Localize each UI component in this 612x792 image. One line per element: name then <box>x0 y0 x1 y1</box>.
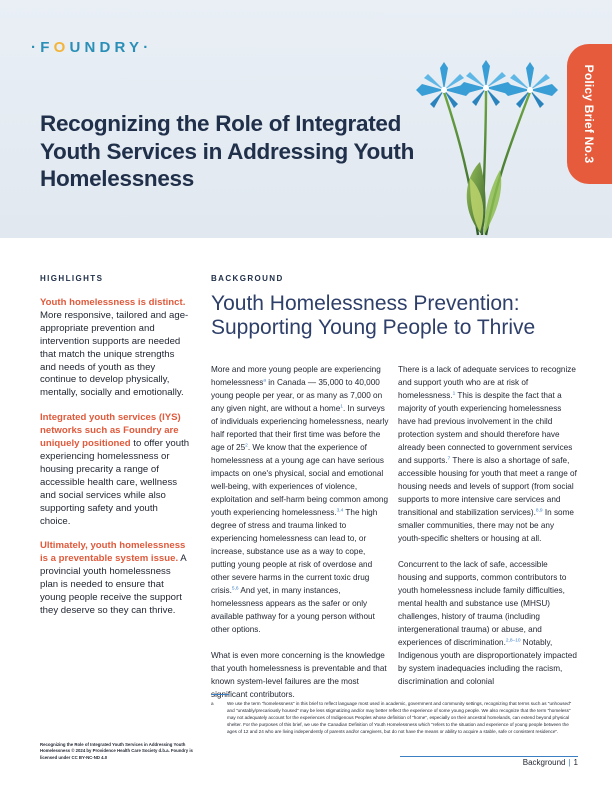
highlight-item: Youth homelessness is distinct. More responsive, tailored and age-appropriate prevention and intervention supports are needed that match the unique strengths and needs of youth as they continue to develop physically, mentally, socially and emotionally. <box>40 297 189 399</box>
body-paragraph: More and more young people are experiencing homelessness$^a$ in Canada — 35,000 to 40,000 young people per year, or as many as 7,000 on any given night, are without a home$^1$. In surveys of individuals experiencing homelessness, nearly half reported that their first time was before the age of $25^2$. We know that the experience of homelessness at a young age can have serious impacts on one's physical, social and emotional well-being, with experiences of violence, exploitation and self-harm being common among youth experiencing homelessness.$^{3,4}$ The high degree of stress and trauma linked to experiencing homelessness can lead to, or increase, substance use as a way to cope, putting young people at risk of overdose and other severe harms in the current toxic drug crisis.$^{5,6}$ And yet, in many instances, homelessness appears as the safer or only available pathway for a young person without other options. <box>211 365 389 634</box>
body-column-left <box>211 363 391 714</box>
page-number: 1 <box>573 758 578 767</box>
document-title: Recognizing the Role of Integrated Youth Services in Addressing Youth Homelessness <box>40 111 415 191</box>
foundry-logo: ·FOUNDRY· <box>31 39 153 56</box>
highlights-heading: HIGHLIGHTS <box>40 274 104 283</box>
body-paragraph: What is even more concerning is the knowledge that youth homelessness is preventable and that known system-level failures are the most significant contributors. <box>211 651 387 699</box>
page-footer <box>400 758 578 767</box>
flower-illustration <box>400 60 565 238</box>
section-heading: Youth Homelessness Prevention: Supporting Young People to Thrive <box>211 292 536 339</box>
license-citation: Recognizing the Role of Integrated Youth Services in Addressing Youth Homelessness © 2024 by Providence Health Care Society d.b.a. Foundry is licensed under CC BY-NC-ND 4.0 <box>40 742 193 760</box>
footnote-text: We use the term "homelessness" in this brief to reflect language most used in academic, government and community settings, recognizing that terms such as "unhoused" and "unstably/precariously housed" may be less stigmatizing and/or may better reflect the experience of some young people. We also recognize that the term "homeless" may not adequately account for the experiences of Indigenous Peoples whose definition of "home", especially on their ancestral homelands, can extend beyond physical shelter. For the purposes of this brief, we use the Canadian Definition of Youth Homelessness which "refers to the situation and experience of young people between the ages of 12 and 24 who are living independently of parents and/or caregivers, but do not have the means or ability to acquire a stable, safe or consistent residence". <box>227 701 572 735</box>
policy-brief-tab <box>567 44 612 184</box>
footer-separator: | <box>568 758 571 767</box>
body-column-right <box>398 363 578 701</box>
footnote-marker: a <box>211 701 214 706</box>
highlight-item: Integrated youth services (IYS) networks such as Foundry are uniquely positioned to offer youth experiencing homelessness or housing precarity a range of accessible health care, wellness and social services while also supporting safety and youth choice. <box>40 412 190 527</box>
highlights-list <box>40 297 190 630</box>
hero-banner <box>0 0 612 238</box>
policy-brief-label: Policy Brief No.3 <box>582 64 596 164</box>
body-paragraph: Concurrent to the lack of safe, accessible housing and supports, common contributors to youth homelessness include family difficulties, mental health and substance use (MHSU) challenges, history of trauma (including intergenerational trauma) or abuse, and experiences of discrimination.$^{2,8-10}$ Notably, Indigenous youth are disproportionately impacted by system inadequacies including the racism, discrimination and colonial <box>398 560 577 686</box>
footnote-rule <box>211 694 229 695</box>
body-paragraph: There is a lack of adequate services to recognize and support youth who are at risk of homelessness.$^1$ This is despite the fact that a majority of youth experiencing homelessness have had previous involvement in the child protection system and should therefore have already been connected to government services and supports.$^7$ There is also a shortage of safe, accessible housing for youth that meet a range of housing needs and levels of support (from social supports to more intensive care services and transitional and stabilization services).$^{8,9}$ In some smaller communities, there may not be any youth-specific shelters or housing at all. <box>398 365 577 543</box>
footer-rule <box>400 756 578 757</box>
highlight-item: Ultimately, youth homelessness is a preventable system issue. A provincial youth homelessness plan is needed to ensure that young people receive the support they deserve so they can thrive. <box>40 540 187 616</box>
footer-section: Background <box>522 758 566 767</box>
section-label: BACKGROUND <box>211 274 284 283</box>
